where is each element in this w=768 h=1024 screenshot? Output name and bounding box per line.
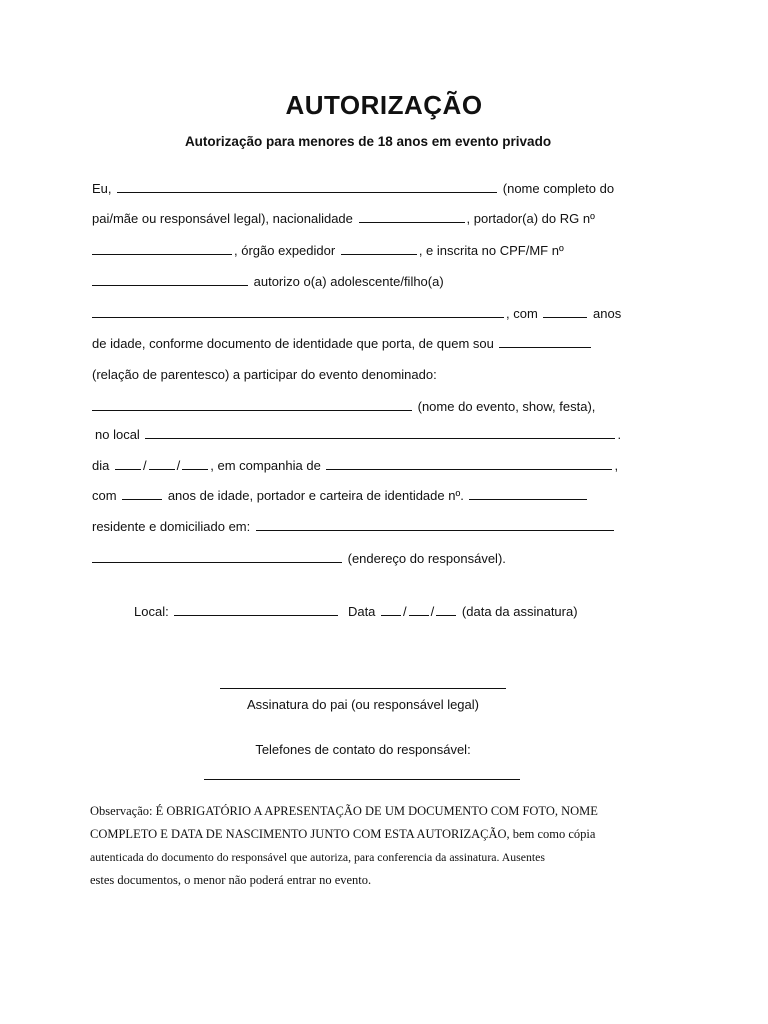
field-sign-month[interactable]	[409, 603, 429, 616]
text-slash-2: /	[176, 458, 181, 473]
text-guardian-nationality: pai/mãe ou responsável legal), nacionalidade	[92, 211, 353, 226]
text-rg: , portador(a) do RG nº	[466, 211, 595, 226]
observation-line-3: autenticada do documento do responsável que autoriza, para conferencia da assinatura. Ausentes	[90, 850, 545, 864]
text-eu: Eu,	[92, 181, 112, 196]
text-slash-3: /	[403, 604, 407, 619]
text-cpf: , e inscrita no CPF/MF nº	[418, 243, 564, 258]
document-title: AUTORIZAÇÃO	[285, 90, 483, 120]
observation-line-4: estes documentos, o menor não poderá entrar no evento.	[90, 873, 372, 887]
text-identity: de idade, conforme documento de identidade que porta, de quem sou	[92, 336, 494, 351]
form-line-13	[92, 550, 506, 568]
text-data-label: Data	[347, 604, 376, 619]
field-companion-name[interactable]	[326, 457, 612, 470]
form-line-3	[92, 242, 564, 260]
text-slash-1: /	[142, 458, 147, 473]
observation-line-2: COMPLETO E DATA DE NASCIMENTO JUNTO COM ESTA AUTORIZAÇÃO, bem como cópia	[90, 827, 596, 841]
text-anos: anos	[593, 306, 622, 321]
form-line-1	[92, 180, 614, 198]
text-com-2: com	[92, 488, 117, 503]
text-full-name-hint: (nome completo do	[502, 181, 615, 196]
text-companhia: , em companhia de	[210, 458, 321, 473]
form-line-10	[92, 457, 618, 475]
field-residence[interactable]	[256, 518, 614, 531]
text-event-hint: (nome do evento, show, festa),	[417, 399, 596, 414]
text-address-hint: (endereço do responsável).	[347, 551, 506, 566]
text-sign-date-hint: (data da assinatura)	[461, 604, 578, 619]
field-sign-day[interactable]	[381, 603, 401, 616]
field-relationship[interactable]	[499, 335, 591, 348]
field-companion-id[interactable]	[469, 487, 587, 500]
field-sign-year[interactable]	[436, 603, 456, 616]
text-issuer: , órgão expedidor	[234, 243, 336, 258]
field-nationality[interactable]	[359, 210, 465, 223]
form-line-local-date	[134, 603, 578, 621]
form-line-5	[92, 305, 621, 323]
field-rg-number[interactable]	[92, 242, 232, 255]
field-event-year[interactable]	[182, 457, 208, 470]
text-dia: dia	[92, 458, 110, 473]
text-local-label: Local:	[134, 604, 169, 619]
form-line-11	[92, 487, 589, 505]
field-signing-place[interactable]	[174, 603, 338, 616]
observation-note	[90, 800, 650, 892]
text-period: .	[617, 427, 622, 442]
document-subtitle: Autorização para menores de 18 anos em evento privado	[184, 134, 552, 149]
text-comma: ,	[614, 458, 619, 473]
field-minor-name[interactable]	[92, 305, 504, 318]
text-residence: residente e domiciliado em:	[92, 519, 251, 534]
form-line-6	[92, 335, 593, 353]
phone-line[interactable]	[204, 779, 520, 780]
field-event-day[interactable]	[115, 457, 141, 470]
form-line-7	[92, 366, 437, 384]
field-issuer[interactable]	[341, 242, 417, 255]
text-com: , com	[506, 306, 538, 321]
form-line-4	[92, 273, 444, 291]
text-authorize: autorizo o(a) adolescente/filho(a)	[253, 274, 444, 289]
field-full-name[interactable]	[117, 180, 497, 193]
observation-line-1: Observação: É OBRIGATÓRIO A APRESENTAÇÃO DE UM DOCUMENTO COM FOTO, NOME	[90, 804, 598, 818]
text-local: no local	[95, 427, 140, 442]
field-minor-age[interactable]	[543, 305, 587, 318]
field-event-location[interactable]	[145, 426, 615, 439]
phone-label: Telefones de contato do responsável:	[255, 742, 471, 757]
form-line-12	[92, 518, 616, 536]
signature-line[interactable]	[220, 688, 506, 689]
form-line-2	[92, 210, 595, 228]
field-cpf-number[interactable]	[92, 273, 248, 286]
text-companion-id: anos de idade, portador e carteira de identidade nº.	[167, 488, 464, 503]
text-relationship-event: (relação de parentesco) a participar do evento denominado:	[92, 367, 437, 382]
signature-label: Assinatura do pai (ou responsável legal)	[247, 697, 479, 712]
field-companion-age[interactable]	[122, 487, 162, 500]
form-line-8	[92, 398, 595, 416]
form-line-9	[95, 426, 621, 444]
field-event-month[interactable]	[149, 457, 175, 470]
field-event-name[interactable]	[92, 398, 412, 411]
field-guardian-address[interactable]	[92, 550, 342, 563]
text-slash-4: /	[430, 604, 435, 619]
